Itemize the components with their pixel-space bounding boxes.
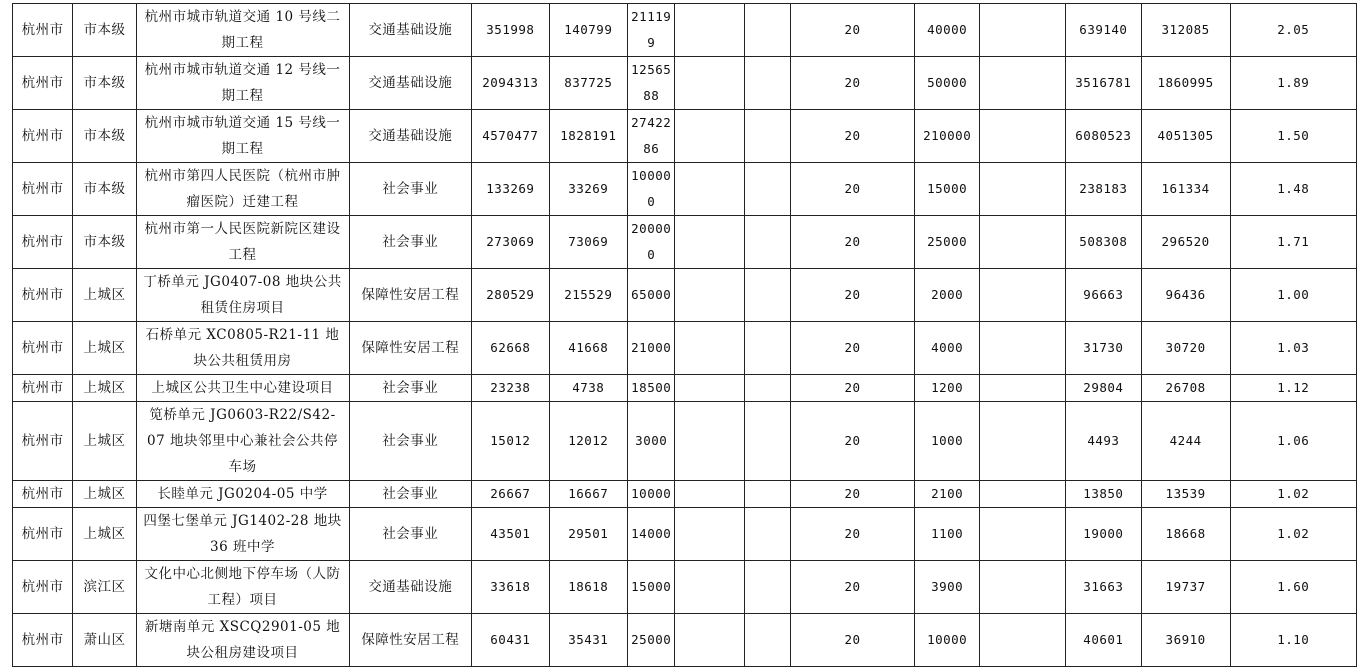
cell-project: 新塘南单元 XSCQ2901-05 地块公租房建设项目 — [136, 614, 349, 667]
cell-c3: 3000 — [627, 402, 674, 481]
cell-c6: 20 — [791, 614, 915, 667]
cell-city: 杭州市 — [13, 110, 73, 163]
cell-c5 — [744, 110, 790, 163]
cell-c5 — [744, 614, 790, 667]
cell-district: 上城区 — [73, 508, 136, 561]
cell-district: 市本级 — [73, 163, 136, 216]
cell-district: 市本级 — [73, 4, 136, 57]
cell-c3: 21000 — [627, 322, 674, 375]
cell-c9: 6080523 — [1066, 110, 1142, 163]
cell-project: 文化中心北侧地下停车场（人防工程）项目 — [136, 561, 349, 614]
cell-city: 杭州市 — [13, 614, 73, 667]
cell-c4 — [675, 216, 744, 269]
cell-c3: 14000 — [627, 508, 674, 561]
cell-c10: 312085 — [1141, 4, 1230, 57]
cell-c4 — [675, 110, 744, 163]
cell-c8 — [980, 110, 1066, 163]
cell-c7: 3900 — [914, 561, 980, 614]
cell-c7: 2100 — [914, 481, 980, 508]
cell-c1: 133269 — [472, 163, 549, 216]
cell-c11: 1.60 — [1230, 561, 1356, 614]
cell-c9: 31663 — [1066, 561, 1142, 614]
cell-c8 — [980, 508, 1066, 561]
cell-c9: 13850 — [1066, 481, 1142, 508]
cell-c8 — [980, 269, 1066, 322]
cell-project: 四堡七堡单元 JG1402-28 地块 36 班中学 — [136, 508, 349, 561]
cell-c11: 2.05 — [1230, 4, 1356, 57]
cell-district: 上城区 — [73, 375, 136, 402]
cell-project: 丁桥单元 JG0407-08 地块公共租赁住房项目 — [136, 269, 349, 322]
cell-c8 — [980, 163, 1066, 216]
table-row — [13, 57, 1357, 110]
cell-c5 — [744, 481, 790, 508]
table-row — [13, 481, 1357, 508]
cell-c8 — [980, 57, 1066, 110]
table-body — [13, 4, 1357, 667]
cell-c2: 41668 — [549, 322, 627, 375]
cell-c10: 296520 — [1141, 216, 1230, 269]
cell-c1: 33618 — [472, 561, 549, 614]
cell-c2: 837725 — [549, 57, 627, 110]
cell-c2: 16667 — [549, 481, 627, 508]
cell-c1: 15012 — [472, 402, 549, 481]
cell-c9: 19000 — [1066, 508, 1142, 561]
cell-c6: 20 — [791, 163, 915, 216]
cell-c4 — [675, 375, 744, 402]
cell-project: 杭州市城市轨道交通 15 号线一期工程 — [136, 110, 349, 163]
cell-district: 上城区 — [73, 269, 136, 322]
cell-district: 上城区 — [73, 322, 136, 375]
cell-c5 — [744, 322, 790, 375]
cell-c5 — [744, 57, 790, 110]
cell-project: 杭州市城市轨道交通 12 号线一期工程 — [136, 57, 349, 110]
cell-c2: 215529 — [549, 269, 627, 322]
cell-c7: 25000 — [914, 216, 980, 269]
cell-c6: 20 — [791, 57, 915, 110]
cell-city: 杭州市 — [13, 561, 73, 614]
cell-c8 — [980, 561, 1066, 614]
cell-c11: 1.89 — [1230, 57, 1356, 110]
cell-c6: 20 — [791, 322, 915, 375]
cell-c4 — [675, 57, 744, 110]
cell-c5 — [744, 269, 790, 322]
cell-c8 — [980, 216, 1066, 269]
cell-c2: 29501 — [549, 508, 627, 561]
cell-c8 — [980, 4, 1066, 57]
cell-district: 市本级 — [73, 216, 136, 269]
cell-c4 — [675, 4, 744, 57]
cell-c3: 10000 — [627, 481, 674, 508]
cell-c1: 4570477 — [472, 110, 549, 163]
cell-district: 萧山区 — [73, 614, 136, 667]
cell-c5 — [744, 402, 790, 481]
cell-c7: 4000 — [914, 322, 980, 375]
cell-c9: 40601 — [1066, 614, 1142, 667]
cell-c6: 20 — [791, 4, 915, 57]
cell-project: 长睦单元 JG0204-05 中学 — [136, 481, 349, 508]
cell-c9: 31730 — [1066, 322, 1142, 375]
table-row — [13, 110, 1357, 163]
cell-c5 — [744, 216, 790, 269]
cell-c10: 18668 — [1141, 508, 1230, 561]
cell-c3: 2742286 — [627, 110, 674, 163]
cell-c7: 40000 — [914, 4, 980, 57]
cell-city: 杭州市 — [13, 508, 73, 561]
cell-c1: 273069 — [472, 216, 549, 269]
cell-project: 杭州市第四人民医院（杭州市肿瘤医院）迁建工程 — [136, 163, 349, 216]
cell-category: 社会事业 — [349, 481, 472, 508]
cell-c11: 1.00 — [1230, 269, 1356, 322]
cell-city: 杭州市 — [13, 4, 73, 57]
cell-c10: 36910 — [1141, 614, 1230, 667]
cell-c7: 1100 — [914, 508, 980, 561]
table-row — [13, 375, 1357, 402]
cell-c4 — [675, 614, 744, 667]
cell-c10: 96436 — [1141, 269, 1230, 322]
cell-district: 市本级 — [73, 57, 136, 110]
cell-c1: 2094313 — [472, 57, 549, 110]
cell-c11: 1.10 — [1230, 614, 1356, 667]
cell-c3: 15000 — [627, 561, 674, 614]
cell-c11: 1.03 — [1230, 322, 1356, 375]
cell-c11: 1.50 — [1230, 110, 1356, 163]
cell-c1: 62668 — [472, 322, 549, 375]
cell-c2: 4738 — [549, 375, 627, 402]
table-row — [13, 508, 1357, 561]
cell-c2: 1828191 — [549, 110, 627, 163]
cell-c3: 65000 — [627, 269, 674, 322]
cell-c6: 20 — [791, 561, 915, 614]
cell-c3: 1256588 — [627, 57, 674, 110]
cell-c7: 1000 — [914, 402, 980, 481]
cell-city: 杭州市 — [13, 57, 73, 110]
cell-c6: 20 — [791, 110, 915, 163]
cell-c5 — [744, 4, 790, 57]
cell-c7: 2000 — [914, 269, 980, 322]
cell-c4 — [675, 561, 744, 614]
cell-project: 石桥单元 XC0805-R21-11 地块公共租赁用房 — [136, 322, 349, 375]
cell-c8 — [980, 481, 1066, 508]
cell-c6: 20 — [791, 508, 915, 561]
cell-c11: 1.48 — [1230, 163, 1356, 216]
cell-c7: 1200 — [914, 375, 980, 402]
cell-project: 上城区公共卫生中心建设项目 — [136, 375, 349, 402]
cell-c9: 3516781 — [1066, 57, 1142, 110]
cell-c1: 26667 — [472, 481, 549, 508]
cell-district: 上城区 — [73, 402, 136, 481]
project-table — [12, 3, 1357, 667]
cell-c8 — [980, 375, 1066, 402]
cell-c2: 73069 — [549, 216, 627, 269]
cell-project: 笕桥单元 JG0603-R22/S42-07 地块邻里中心兼社会公共停车场 — [136, 402, 349, 481]
cell-c5 — [744, 561, 790, 614]
cell-c5 — [744, 375, 790, 402]
cell-c11: 1.71 — [1230, 216, 1356, 269]
cell-c3: 18500 — [627, 375, 674, 402]
cell-category: 交通基础设施 — [349, 110, 472, 163]
cell-city: 杭州市 — [13, 216, 73, 269]
cell-c10: 1860995 — [1141, 57, 1230, 110]
cell-c1: 43501 — [472, 508, 549, 561]
cell-c1: 280529 — [472, 269, 549, 322]
cell-category: 社会事业 — [349, 402, 472, 481]
cell-c1: 23238 — [472, 375, 549, 402]
cell-c10: 4244 — [1141, 402, 1230, 481]
cell-c2: 12012 — [549, 402, 627, 481]
cell-c4 — [675, 269, 744, 322]
cell-c10: 26708 — [1141, 375, 1230, 402]
cell-c2: 18618 — [549, 561, 627, 614]
cell-district: 滨江区 — [73, 561, 136, 614]
cell-category: 社会事业 — [349, 163, 472, 216]
cell-c7: 10000 — [914, 614, 980, 667]
cell-c11: 1.02 — [1230, 481, 1356, 508]
cell-c3: 100000 — [627, 163, 674, 216]
cell-c9: 639140 — [1066, 4, 1142, 57]
cell-c10: 19737 — [1141, 561, 1230, 614]
cell-c10: 4051305 — [1141, 110, 1230, 163]
cell-city: 杭州市 — [13, 402, 73, 481]
table-row — [13, 216, 1357, 269]
cell-c10: 13539 — [1141, 481, 1230, 508]
cell-c9: 96663 — [1066, 269, 1142, 322]
cell-c2: 33269 — [549, 163, 627, 216]
cell-district: 上城区 — [73, 481, 136, 508]
cell-category: 交通基础设施 — [349, 4, 472, 57]
cell-city: 杭州市 — [13, 375, 73, 402]
table-row — [13, 163, 1357, 216]
cell-c9: 4493 — [1066, 402, 1142, 481]
cell-category: 保障性安居工程 — [349, 614, 472, 667]
cell-category: 交通基础设施 — [349, 57, 472, 110]
cell-c1: 351998 — [472, 4, 549, 57]
cell-c10: 30720 — [1141, 322, 1230, 375]
cell-c2: 140799 — [549, 4, 627, 57]
cell-c4 — [675, 508, 744, 561]
cell-city: 杭州市 — [13, 481, 73, 508]
cell-city: 杭州市 — [13, 322, 73, 375]
table-row — [13, 322, 1357, 375]
cell-city: 杭州市 — [13, 269, 73, 322]
table-row — [13, 4, 1357, 57]
cell-c9: 508308 — [1066, 216, 1142, 269]
cell-category: 社会事业 — [349, 216, 472, 269]
cell-c6: 20 — [791, 375, 915, 402]
cell-c3: 200000 — [627, 216, 674, 269]
cell-c4 — [675, 322, 744, 375]
cell-c4 — [675, 481, 744, 508]
cell-c11: 1.12 — [1230, 375, 1356, 402]
cell-c6: 20 — [791, 402, 915, 481]
cell-district: 市本级 — [73, 110, 136, 163]
cell-category: 保障性安居工程 — [349, 269, 472, 322]
table-row — [13, 269, 1357, 322]
cell-c11: 1.02 — [1230, 508, 1356, 561]
cell-c1: 60431 — [472, 614, 549, 667]
cell-c2: 35431 — [549, 614, 627, 667]
cell-project: 杭州市第一人民医院新院区建设工程 — [136, 216, 349, 269]
cell-c7: 50000 — [914, 57, 980, 110]
table-row — [13, 614, 1357, 667]
cell-c6: 20 — [791, 216, 915, 269]
cell-category: 社会事业 — [349, 508, 472, 561]
cell-project: 杭州市城市轨道交通 10 号线二期工程 — [136, 4, 349, 57]
cell-category: 保障性安居工程 — [349, 322, 472, 375]
cell-c8 — [980, 614, 1066, 667]
cell-city: 杭州市 — [13, 163, 73, 216]
cell-c4 — [675, 402, 744, 481]
cell-c5 — [744, 163, 790, 216]
cell-c3: 211199 — [627, 4, 674, 57]
table-row — [13, 402, 1357, 481]
cell-c9: 29804 — [1066, 375, 1142, 402]
table-row — [13, 561, 1357, 614]
cell-category: 社会事业 — [349, 375, 472, 402]
cell-category: 交通基础设施 — [349, 561, 472, 614]
cell-c7: 210000 — [914, 110, 980, 163]
cell-c8 — [980, 322, 1066, 375]
cell-c6: 20 — [791, 481, 915, 508]
cell-c6: 20 — [791, 269, 915, 322]
cell-c4 — [675, 163, 744, 216]
cell-c5 — [744, 508, 790, 561]
cell-c9: 238183 — [1066, 163, 1142, 216]
cell-c3: 25000 — [627, 614, 674, 667]
cell-c7: 15000 — [914, 163, 980, 216]
cell-c11: 1.06 — [1230, 402, 1356, 481]
cell-c8 — [980, 402, 1066, 481]
cell-c10: 161334 — [1141, 163, 1230, 216]
